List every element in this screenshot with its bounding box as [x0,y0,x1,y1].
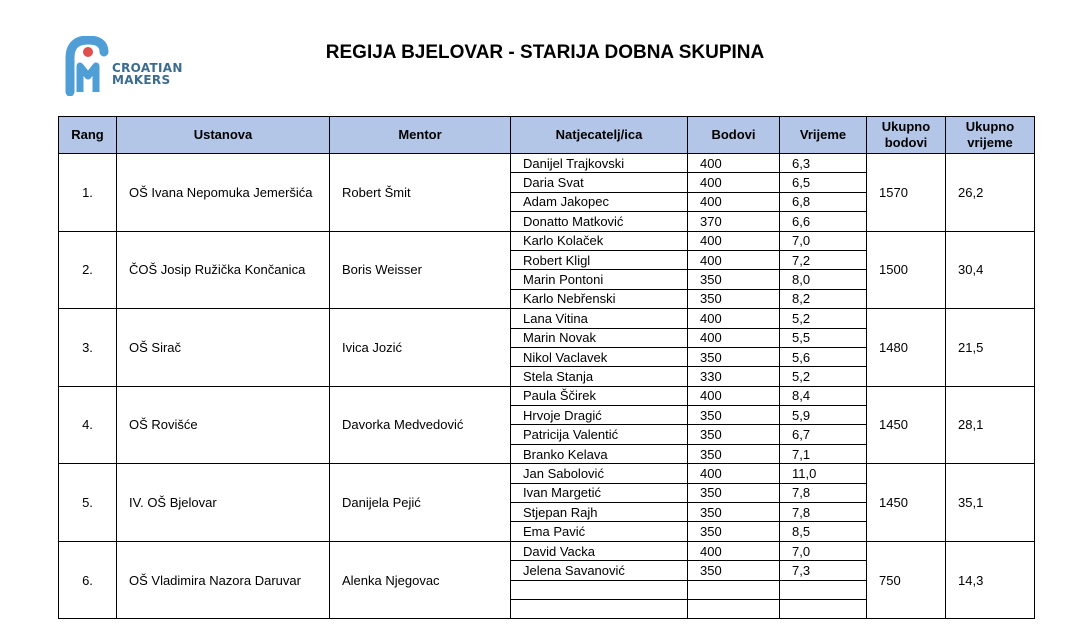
cell-ustanova: OŠ Vladimira Nazora Daruvar [117,541,330,619]
logo-text [112,62,183,86]
cell-bodovi [688,599,780,618]
table-header [59,117,1035,154]
cell-bodovi: 400 [688,328,780,347]
cell-natjecatelj: David Vacka [511,541,688,560]
cell-ukupno-bodovi: 750 [867,541,946,619]
cell-natjecatelj: Hrvoje Dragić [511,406,688,425]
table-row [59,309,1035,328]
cell-natjecatelj [511,580,688,599]
cell-bodovi: 350 [688,289,780,308]
cell-vrijeme: 7,8 [780,483,867,502]
cell-rang: 2. [59,231,117,309]
cell-rang: 5. [59,464,117,542]
cell-rang: 4. [59,386,117,464]
cell-vrijeme: 5,5 [780,328,867,347]
cell-bodovi: 350 [688,503,780,522]
cell-ustanova: IV. OŠ Bjelovar [117,464,330,542]
cell-ustanova: OŠ Ivana Nepomuka Jemeršića [117,154,330,232]
cell-ukupno-bodovi: 1450 [867,386,946,464]
cell-vrijeme: 7,3 [780,561,867,580]
table-row [59,464,1035,483]
cell-rang: 1. [59,154,117,232]
cell-ukupno-vrijeme: 14,3 [946,541,1035,619]
cell-vrijeme [780,580,867,599]
cell-vrijeme: 7,0 [780,231,867,250]
cell-ukupno-vrijeme: 35,1 [946,464,1035,542]
col-header-ukupno-bodovi-line2: bodovi [884,135,928,150]
cell-ukupno-bodovi: 1500 [867,231,946,309]
cell-bodovi: 350 [688,483,780,502]
col-header-ustanova: Ustanova [117,117,330,154]
cell-bodovi: 400 [688,192,780,211]
cell-bodovi: 400 [688,154,780,173]
cell-bodovi: 350 [688,444,780,463]
cell-mentor: Ivica Jozić [330,309,511,387]
col-header-ukupno-vrijeme-line1: Ukupno [965,119,1015,134]
col-header-vrijeme: Vrijeme [780,117,867,154]
cell-vrijeme: 8,5 [780,522,867,541]
cell-natjecatelj: Danijel Trajkovski [511,154,688,173]
cell-natjecatelj: Ivan Margetić [511,483,688,502]
table-body [59,154,1035,619]
cell-bodovi: 350 [688,270,780,289]
cell-mentor: Danijela Pejić [330,464,511,542]
cell-vrijeme: 5,6 [780,347,867,366]
cell-natjecatelj: Stela Stanja [511,367,688,386]
cell-natjecatelj: Adam Jakopec [511,192,688,211]
cell-natjecatelj: Nikol Vaclavek [511,347,688,366]
cell-natjecatelj [511,599,688,618]
cell-mentor: Alenka Njegovac [330,541,511,619]
cell-vrijeme [780,599,867,618]
cell-bodovi: 350 [688,522,780,541]
cell-mentor: Robert Šmit [330,154,511,232]
col-header-ukupno-vrijeme [946,117,1035,154]
cell-natjecatelj: Patricija Valentić [511,425,688,444]
cell-bodovi: 400 [688,541,780,560]
col-header-rang: Rang [59,117,117,154]
cell-ukupno-vrijeme: 30,4 [946,231,1035,309]
col-header-mentor: Mentor [330,117,511,154]
cell-ukupno-bodovi: 1480 [867,309,946,387]
cell-mentor: Boris Weisser [330,231,511,309]
cell-mentor: Davorka Medvedović [330,386,511,464]
cell-bodovi: 350 [688,406,780,425]
cell-vrijeme: 8,4 [780,386,867,405]
cell-natjecatelj: Ema Pavić [511,522,688,541]
cell-vrijeme: 6,8 [780,192,867,211]
cell-natjecatelj: Jelena Savanović [511,561,688,580]
col-header-natjecatelj: Natjecatelj/ica [511,117,688,154]
cell-natjecatelj: Paula Ščirek [511,386,688,405]
cell-vrijeme: 5,2 [780,367,867,386]
col-header-ukupno-vrijeme-line2: vrijeme [967,135,1013,150]
cell-bodovi: 400 [688,309,780,328]
cell-bodovi: 350 [688,561,780,580]
cell-vrijeme: 6,3 [780,154,867,173]
cell-natjecatelj: Stjepan Rajh [511,503,688,522]
cell-bodovi: 350 [688,347,780,366]
cell-natjecatelj: Donatto Matković [511,212,688,231]
cell-bodovi: 330 [688,367,780,386]
cell-ukupno-vrijeme: 26,2 [946,154,1035,232]
cell-natjecatelj: Karlo Nebřenski [511,289,688,308]
col-header-ukupno-bodovi [867,117,946,154]
cell-natjecatelj: Lana Vitina [511,309,688,328]
cell-vrijeme: 7,0 [780,541,867,560]
cell-rang: 6. [59,541,117,619]
cell-ukupno-bodovi: 1570 [867,154,946,232]
cell-vrijeme: 6,7 [780,425,867,444]
cell-natjecatelj: Robert Kligl [511,250,688,269]
cell-natjecatelj: Marin Pontoni [511,270,688,289]
results-table [58,116,1035,619]
cell-ustanova: OŠ Sirač [117,309,330,387]
cell-vrijeme: 6,5 [780,173,867,192]
cell-ukupno-vrijeme: 28,1 [946,386,1035,464]
cell-bodovi [688,580,780,599]
cell-bodovi: 370 [688,212,780,231]
table-row [59,386,1035,405]
cell-bodovi: 400 [688,173,780,192]
page-title: REGIJA BJELOVAR - STARIJA DOBNA SKUPINA [325,42,765,63]
cell-ustanova: ČOŠ Josip Ružička Končanica [117,231,330,309]
cell-vrijeme: 8,2 [780,289,867,308]
cell-bodovi: 400 [688,386,780,405]
cell-ukupno-vrijeme: 21,5 [946,309,1035,387]
cell-vrijeme: 7,8 [780,503,867,522]
col-header-bodovi: Bodovi [688,117,780,154]
cell-bodovi: 350 [688,425,780,444]
logo-line-2: MAKERS [112,73,171,87]
cell-natjecatelj: Branko Kelava [511,444,688,463]
cell-rang: 3. [59,309,117,387]
col-header-ukupno-bodovi-line1: Ukupno [881,119,931,134]
cell-natjecatelj: Jan Sabolović [511,464,688,483]
table-row [59,154,1035,173]
cell-vrijeme: 6,6 [780,212,867,231]
cell-bodovi: 400 [688,231,780,250]
cell-vrijeme: 8,0 [780,270,867,289]
cell-vrijeme: 11,0 [780,464,867,483]
cell-vrijeme: 7,1 [780,444,867,463]
cell-ustanova: OŠ Rovišće [117,386,330,464]
cell-ukupno-bodovi: 1450 [867,464,946,542]
cell-vrijeme: 7,2 [780,250,867,269]
cell-vrijeme: 5,9 [780,406,867,425]
cell-bodovi: 400 [688,250,780,269]
cell-natjecatelj: Karlo Kolaček [511,231,688,250]
logo-line-1: CROATIAN [112,61,183,75]
cell-natjecatelj: Daria Svat [511,173,688,192]
cell-vrijeme: 5,2 [780,309,867,328]
table-row [59,231,1035,250]
cell-natjecatelj: Marin Novak [511,328,688,347]
cell-bodovi: 400 [688,464,780,483]
table-row [59,541,1035,560]
